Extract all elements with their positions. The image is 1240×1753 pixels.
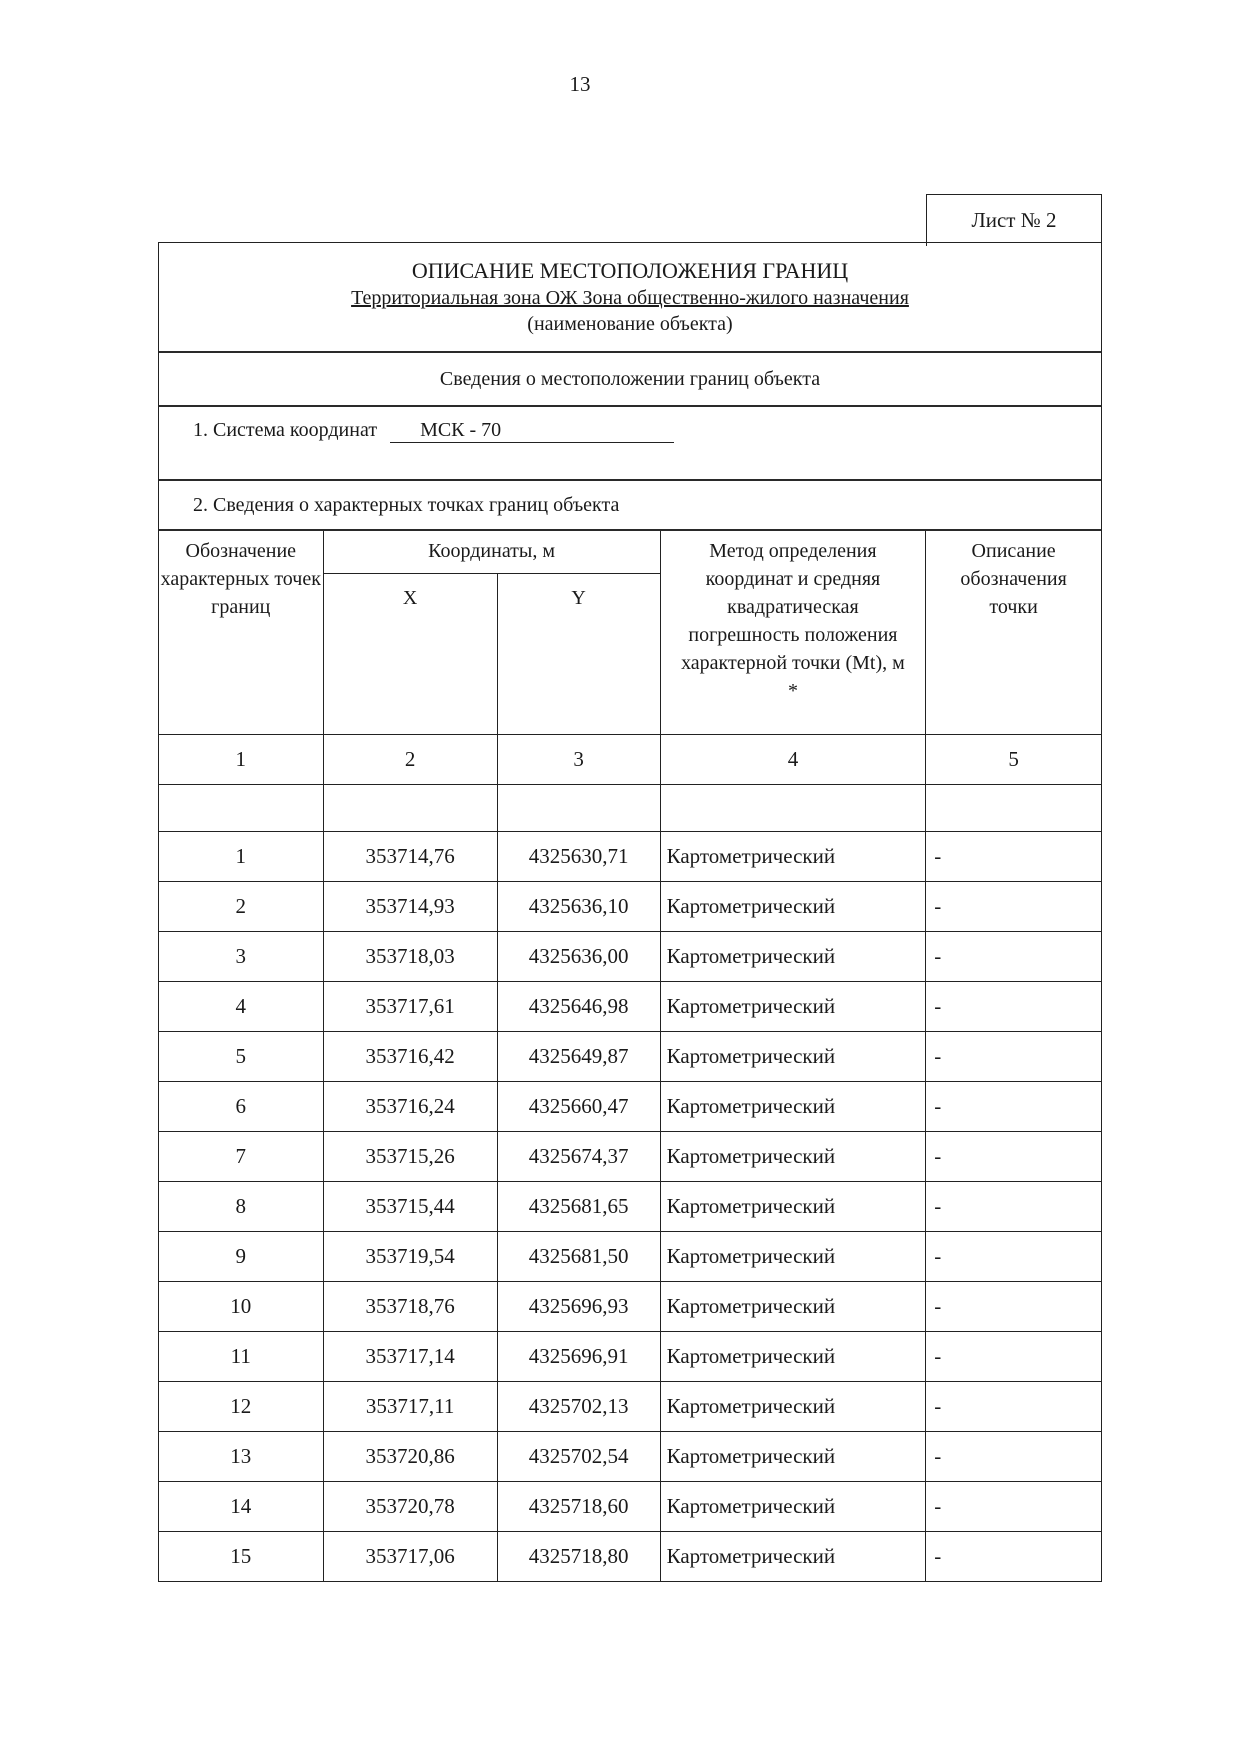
point-description: - xyxy=(926,1432,1101,1482)
column-number: 4 xyxy=(660,735,926,785)
points-heading-text: 2. Сведения о характерных точках границ объекта xyxy=(193,493,620,516)
empty-cell xyxy=(159,785,323,832)
empty-cell xyxy=(926,785,1101,832)
y-coordinate: 4325718,60 xyxy=(497,1482,660,1532)
table-row xyxy=(159,1132,1101,1182)
point-description: - xyxy=(926,1132,1101,1182)
point-description: - xyxy=(926,1032,1101,1082)
method: Картометрический xyxy=(660,1532,926,1582)
y-coordinate: 4325660,47 xyxy=(497,1082,660,1132)
x-coordinate: 353714,76 xyxy=(323,832,497,882)
point-id: 1 xyxy=(159,832,323,882)
point-id: 2 xyxy=(159,882,323,932)
method: Картометрический xyxy=(660,1182,926,1232)
point-description: - xyxy=(926,1282,1101,1332)
x-coordinate: 353716,24 xyxy=(323,1082,497,1132)
header-description: Описание обозначения точки xyxy=(926,531,1101,735)
boundary-description-form xyxy=(158,242,1102,1582)
y-coordinate: 4325649,87 xyxy=(497,1032,660,1082)
point-id: 7 xyxy=(159,1132,323,1182)
column-number: 1 xyxy=(159,735,323,785)
sheet-label: Лист № 2 xyxy=(926,194,1102,246)
object-name: Территориальная зона ОЖ Зона общественно-жилого назначения xyxy=(351,287,909,309)
points-table xyxy=(159,531,1101,1581)
empty-cell xyxy=(323,785,497,832)
method: Картометрический xyxy=(660,882,926,932)
point-id: 5 xyxy=(159,1032,323,1082)
header-coordinates: Координаты, м xyxy=(323,531,660,574)
x-coordinate: 353717,61 xyxy=(323,982,497,1032)
table-row xyxy=(159,932,1101,982)
x-coordinate: 353718,76 xyxy=(323,1282,497,1332)
point-id: 12 xyxy=(159,1382,323,1432)
table-row xyxy=(159,882,1101,932)
points-table-body xyxy=(159,832,1101,1582)
y-coordinate: 4325696,93 xyxy=(497,1282,660,1332)
x-coordinate: 353715,26 xyxy=(323,1132,497,1182)
x-coordinate: 353714,93 xyxy=(323,882,497,932)
point-description: - xyxy=(926,1532,1101,1582)
header-point-designation: Обозначение характерных точек границ xyxy=(159,531,323,735)
method: Картометрический xyxy=(660,832,926,882)
point-id: 4 xyxy=(159,982,323,1032)
method: Картометрический xyxy=(660,982,926,1032)
x-coordinate: 353720,86 xyxy=(323,1432,497,1482)
header-y: Y xyxy=(497,574,660,735)
table-row xyxy=(159,1182,1101,1232)
point-description: - xyxy=(926,1482,1101,1532)
point-description: - xyxy=(926,932,1101,982)
x-coordinate: 353717,11 xyxy=(323,1382,497,1432)
method: Картометрический xyxy=(660,1032,926,1082)
table-row xyxy=(159,832,1101,882)
point-description: - xyxy=(926,982,1101,1032)
point-description: - xyxy=(926,1082,1101,1132)
empty-row xyxy=(159,785,1101,832)
document-title: ОПИСАНИЕ МЕСТОПОЛОЖЕНИЯ ГРАНИЦ xyxy=(411,258,849,283)
point-id: 9 xyxy=(159,1232,323,1282)
point-description: - xyxy=(926,882,1101,932)
table-row xyxy=(159,1332,1101,1382)
point-description: - xyxy=(926,1332,1101,1382)
y-coordinate: 4325681,65 xyxy=(497,1182,660,1232)
point-id: 11 xyxy=(159,1332,323,1382)
point-description: - xyxy=(926,1182,1101,1232)
header-method: Метод определения координат и средняя квадратическая погрешность положения характерной точки (Mt), м * xyxy=(660,531,926,735)
method: Картометрический xyxy=(660,1482,926,1532)
x-coordinate: 353716,42 xyxy=(323,1032,497,1082)
header-x: X xyxy=(323,574,497,735)
method: Картометрический xyxy=(660,1332,926,1382)
point-id: 10 xyxy=(159,1282,323,1332)
page-number: 13 xyxy=(569,72,591,96)
point-description: - xyxy=(926,1232,1101,1282)
table-row xyxy=(159,1482,1101,1532)
point-id: 15 xyxy=(159,1532,323,1582)
coordinate-system-value: МСК - 70 xyxy=(390,419,674,443)
section-heading xyxy=(159,353,1101,407)
y-coordinate: 4325702,54 xyxy=(497,1432,660,1482)
object-name-caption: (наименование объекта) xyxy=(527,313,733,335)
table-row xyxy=(159,982,1101,1032)
section-heading-text: Сведения о местоположении границ объекта xyxy=(439,367,821,390)
y-coordinate: 4325702,13 xyxy=(497,1382,660,1432)
column-number: 2 xyxy=(323,735,497,785)
x-coordinate: 353717,14 xyxy=(323,1332,497,1382)
point-id: 3 xyxy=(159,932,323,982)
column-number: 5 xyxy=(926,735,1101,785)
header-row xyxy=(159,531,1101,574)
method: Картометрический xyxy=(660,1382,926,1432)
table-row xyxy=(159,1282,1101,1332)
method: Картометрический xyxy=(660,932,926,982)
method: Картометрический xyxy=(660,1282,926,1332)
point-id: 13 xyxy=(159,1432,323,1482)
method: Картометрический xyxy=(660,1232,926,1282)
table-row xyxy=(159,1032,1101,1082)
table-row xyxy=(159,1382,1101,1432)
column-number: 3 xyxy=(497,735,660,785)
y-coordinate: 4325718,80 xyxy=(497,1532,660,1582)
column-number-row xyxy=(159,735,1101,785)
x-coordinate: 353715,44 xyxy=(323,1182,497,1232)
point-description: - xyxy=(926,832,1101,882)
coordinate-system-row xyxy=(159,407,1101,481)
y-coordinate: 4325630,71 xyxy=(497,832,660,882)
point-id: 14 xyxy=(159,1482,323,1532)
point-id: 8 xyxy=(159,1182,323,1232)
method: Картометрический xyxy=(660,1432,926,1482)
y-coordinate: 4325674,37 xyxy=(497,1132,660,1182)
table-row xyxy=(159,1432,1101,1482)
method: Картометрический xyxy=(660,1082,926,1132)
y-coordinate: 4325636,10 xyxy=(497,882,660,932)
table-row xyxy=(159,1532,1101,1582)
x-coordinate: 353718,03 xyxy=(323,932,497,982)
points-heading xyxy=(159,481,1101,531)
method: Картометрический xyxy=(660,1132,926,1182)
y-coordinate: 4325696,91 xyxy=(497,1332,660,1382)
y-coordinate: 4325681,50 xyxy=(497,1232,660,1282)
x-coordinate: 353720,78 xyxy=(323,1482,497,1532)
title-block xyxy=(159,243,1101,353)
point-description: - xyxy=(926,1382,1101,1432)
point-id: 6 xyxy=(159,1082,323,1132)
y-coordinate: 4325636,00 xyxy=(497,932,660,982)
y-coordinate: 4325646,98 xyxy=(497,982,660,1032)
table-row xyxy=(159,1232,1101,1282)
x-coordinate: 353717,06 xyxy=(323,1532,497,1582)
table-row xyxy=(159,1082,1101,1132)
empty-cell xyxy=(497,785,660,832)
x-coordinate: 353719,54 xyxy=(323,1232,497,1282)
empty-cell xyxy=(660,785,926,832)
coordinate-system-label: 1. Система координат xyxy=(193,419,378,441)
